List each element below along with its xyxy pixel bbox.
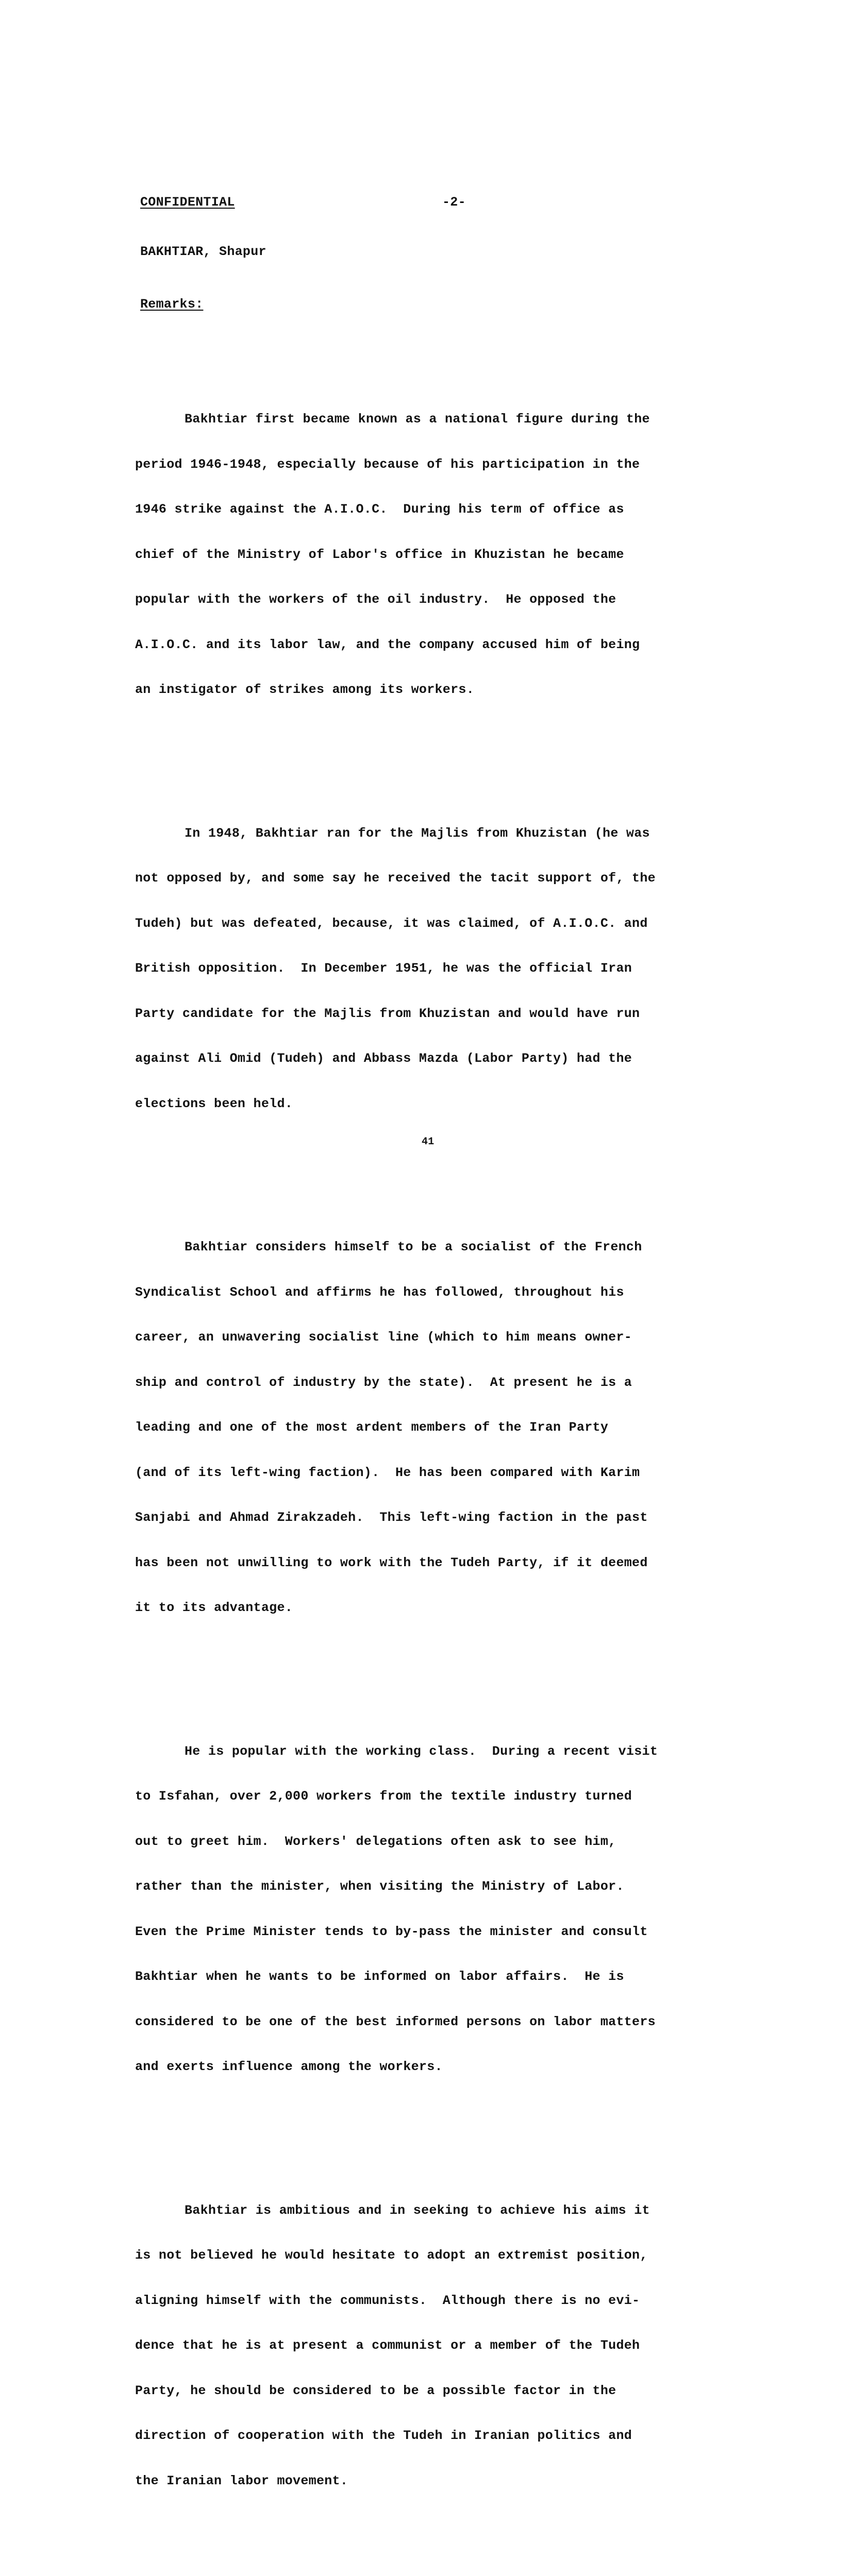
text-line: and exerts influence among the workers. xyxy=(135,2059,443,2074)
text-line: the Iranian labor movement. xyxy=(135,2473,348,2488)
paragraph xyxy=(135,2173,764,2519)
text-line: aligning himself with the communists. Although there is no evi- xyxy=(135,2293,640,2308)
text-line: Bakhtiar when he wants to be informed on labor affairs. He is xyxy=(135,1969,624,1984)
text-line: ship and control of industry by the state). At present he is a xyxy=(135,1375,632,1390)
paragraph xyxy=(135,1210,764,1646)
text-line: Bakhtiar considers himself to be a socialist of the French xyxy=(185,1240,642,1255)
text-line: rather than the minister, when visiting the Ministry of Labor. xyxy=(135,1879,624,1894)
text-line: an instigator of strikes among its workers. xyxy=(135,682,475,697)
text-line: career, an unwavering socialist line (which to him means owner- xyxy=(135,1330,632,1345)
paragraph xyxy=(135,1714,764,2105)
text-line: Tudeh) but was defeated, because, it was claimed, of A.I.O.C. and xyxy=(135,916,648,931)
text-line: it to its advantage. xyxy=(135,1600,293,1615)
text-line: out to greet him. Workers' delegations often ask to see him, xyxy=(135,1834,616,1849)
classification-marking: CONFIDENTIAL xyxy=(140,195,235,210)
text-line: British opposition. In December 1951, he was the official Iran xyxy=(135,961,632,976)
page-number-marker: -2- xyxy=(442,195,466,210)
text-line: A.I.O.C. and its labor law, and the company accused him of being xyxy=(135,637,640,652)
text-line: to Isfahan, over 2,000 workers from the textile industry turned xyxy=(135,1789,632,1804)
text-line: dence that he is at present a communist or a member of the Tudeh xyxy=(135,2338,640,2353)
text-line: elections been held. xyxy=(135,1096,293,1111)
folio-number: 41 xyxy=(422,1136,435,1148)
text-line: In 1948, Bakhtiar ran for the Majlis from Khuzistan (he was xyxy=(185,825,650,841)
paragraph xyxy=(135,796,764,1142)
subject-name: BAKHTIAR, Shapur xyxy=(140,244,266,259)
text-line: not opposed by, and some say he received the tacit support of, the xyxy=(135,871,656,886)
paragraph xyxy=(135,382,764,727)
text-line: chief of the Ministry of Labor's office in Khuzistan he became xyxy=(135,547,624,562)
text-line: is not believed he would hesitate to adopt an extremist position, xyxy=(135,2248,648,2263)
text-line: Sanjabi and Ahmad Zirakzadeh. This left-wing faction in the past xyxy=(135,1510,648,1525)
text-line: has been not unwilling to work with the Tudeh Party, if it deemed xyxy=(135,1555,648,1570)
text-line: Party candidate for the Majlis from Khuzistan and would have run xyxy=(135,1006,640,1021)
text-line: Party, he should be considered to be a possible factor in the xyxy=(135,2383,616,2398)
text-line: against Ali Omid (Tudeh) and Abbass Mazda (Labor Party) had the xyxy=(135,1051,632,1066)
text-line: popular with the workers of the oil industry. He opposed the xyxy=(135,592,616,607)
text-line: Bakhtiar is ambitious and in seeking to achieve his aims it xyxy=(185,2202,650,2218)
text-line: period 1946-1948, especially because of his participation in the xyxy=(135,456,640,472)
text-line: leading and one of the most ardent members of the Iran Party xyxy=(135,1420,609,1435)
text-line: considered to be one of the best informed persons on labor matters xyxy=(135,2014,656,2029)
text-line: (and of its left-wing faction). He has been compared with Karim xyxy=(135,1465,640,1480)
text-line: 1946 strike against the A.I.O.C. During his term of office as xyxy=(135,502,624,517)
text-line: He is popular with the working class. During a recent visit xyxy=(185,1743,658,1759)
text-line: direction of cooperation with the Tudeh in Iranian politics and xyxy=(135,2428,632,2443)
document-body xyxy=(135,337,764,2576)
section-heading: Remarks: xyxy=(140,297,204,312)
text-line: Bakhtiar first became known as a national figure during the xyxy=(185,412,650,427)
text-line: Even the Prime Minister tends to by-pass the minister and consult xyxy=(135,1924,648,1939)
text-line: Syndicalist School and affirms he has followed, throughout his xyxy=(135,1284,624,1300)
